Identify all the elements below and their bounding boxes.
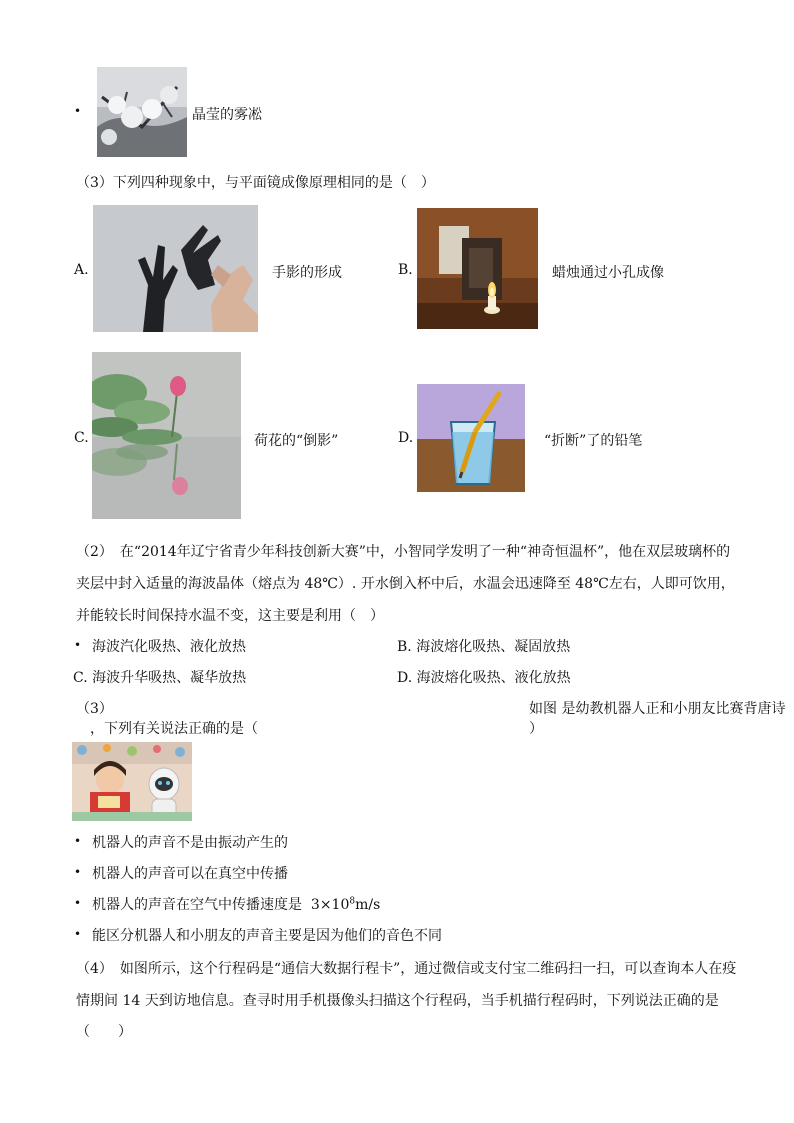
q4-line-3: （ ） [76, 1024, 132, 1040]
q2-line-2: 夹层中封入适量的海波晶体（熔点为 48℃）. 开水倒入杯中后，水温会迅速降至 48℃左右，人即可饮用， [76, 576, 735, 592]
option-a-letter: A. [74, 262, 89, 278]
bullet: • [74, 834, 82, 848]
bullet: • [74, 865, 82, 879]
speed-value: 3×10 [310, 897, 350, 913]
option-c-letter: C. [74, 430, 89, 446]
option-c-caption: 荷花的“倒影” [254, 433, 339, 449]
q2-option-c: C. 海波升华吸热、凝华放热 [73, 670, 247, 686]
candle-pinhole-image [417, 208, 538, 329]
q3-option-b: 机器人的声音可以在真空中传播 [92, 866, 288, 882]
rime-caption: 晶莹的雾凇 [192, 107, 262, 123]
q3-number: （3） [76, 701, 113, 717]
rime-image [97, 67, 187, 157]
q3-text-left-2: ，下列有关说法正确的是（ [90, 721, 258, 737]
q2-option-b: B. 海波熔化吸热、凝固放热 [397, 639, 571, 655]
option-d-letter: D. [398, 430, 414, 446]
hand-shadow-image [93, 205, 258, 332]
q4-line-2: 情期间 14 天到访地信息。查寻时用手机摄像头扫描这个行程码，当手机描行程码时，下列说法正确的是 [76, 993, 719, 1009]
robot-child-image [72, 742, 192, 821]
q3-option-a: 机器人的声音不是由振动产生的 [92, 835, 288, 851]
option-b-caption: 蜡烛通过小孔成像 [552, 265, 664, 281]
q3-option-c: 机器人的声音在空气中传播速度是 $3\times 10^8m/s$ [92, 896, 381, 913]
option-d-caption: “折断”了的铅笔 [544, 433, 643, 449]
question-stem: （3）下列四种现象中，与平面镜成像原理相同的是（ ） [76, 175, 435, 191]
bullet: • [74, 927, 82, 941]
option-b-letter: B. [398, 262, 413, 278]
q3-text-right-1: 如图 是幼教机器人正和小朋友比赛背唐诗 [529, 701, 786, 717]
q2-line-1: （2） 在“2014年辽宁省青少年科技创新大赛”中，小智同学发明了一种“神奇恒温杯”，他在双层玻璃杯的 [76, 544, 731, 560]
option-a-caption: 手影的形成 [272, 265, 342, 281]
speed-unit: m/s [355, 897, 381, 913]
bullet: • [74, 638, 82, 652]
q3-option-d: 能区分机器人和小朋友的声音主要是因为他们的音色不同 [92, 928, 442, 944]
bent-pencil-image [417, 384, 525, 492]
lotus-reflection-image [92, 352, 241, 519]
bullet: • [74, 104, 82, 118]
speed-exponent: 8 [349, 896, 356, 907]
q3-text-right-2: ） [529, 721, 543, 737]
q2-line-3: 并能较长时间保持水温不变，这主要是利用（ ） [76, 608, 384, 624]
q2-option-a: 海波汽化吸热、液化放热 [92, 639, 246, 655]
q4-line-1: （4） 如图所示，这个行程码是“通信大数据行程卡”，通过微信或支付宝二维码扫一扫，可以查询本人在疫 [76, 961, 737, 977]
bullet: • [74, 896, 82, 910]
q2-option-d: D. 海波熔化吸热、液化放热 [397, 670, 571, 686]
